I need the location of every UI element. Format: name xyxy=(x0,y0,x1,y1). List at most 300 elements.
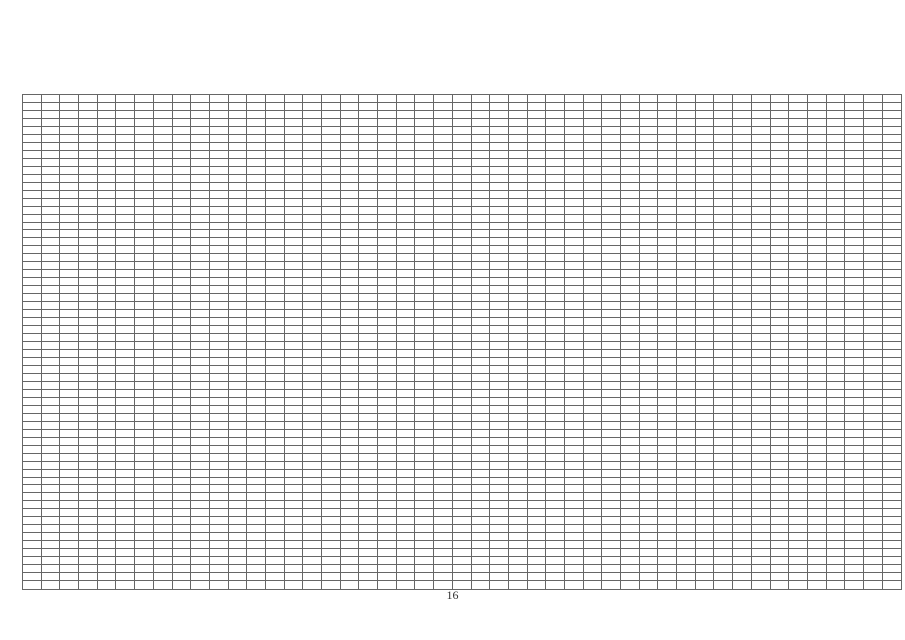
table-cell xyxy=(602,397,621,405)
table-row xyxy=(23,429,902,437)
table-cell xyxy=(415,357,434,365)
table-cell xyxy=(228,453,247,461)
table-cell xyxy=(209,461,228,469)
table-cell xyxy=(508,350,527,358)
table-cell xyxy=(882,541,901,549)
table-cell xyxy=(452,198,471,206)
table-cell xyxy=(60,445,79,453)
table-cell xyxy=(228,158,247,166)
table-cell xyxy=(546,310,565,318)
table-cell xyxy=(621,214,640,222)
table-cell xyxy=(546,437,565,445)
table-cell xyxy=(340,182,359,190)
table-cell xyxy=(153,493,172,501)
table-cell xyxy=(621,461,640,469)
table-cell xyxy=(658,557,677,565)
table-cell xyxy=(621,302,640,310)
table-cell xyxy=(41,381,60,389)
table-cell xyxy=(527,565,546,573)
table-cell xyxy=(172,310,191,318)
table-cell xyxy=(583,206,602,214)
table-cell xyxy=(583,110,602,118)
table-cell xyxy=(116,453,135,461)
table-cell xyxy=(564,413,583,421)
table-cell xyxy=(303,429,322,437)
table-cell xyxy=(415,174,434,182)
table-cell xyxy=(79,190,98,198)
table-cell xyxy=(135,397,154,405)
table-cell xyxy=(191,142,210,150)
table-cell xyxy=(452,294,471,302)
table-cell xyxy=(116,302,135,310)
table-cell xyxy=(471,549,490,557)
table-cell xyxy=(322,174,341,182)
table-cell xyxy=(340,525,359,533)
table-cell xyxy=(452,381,471,389)
table-cell xyxy=(639,270,658,278)
table-cell xyxy=(546,549,565,557)
table-cell xyxy=(564,150,583,158)
table-cell xyxy=(303,357,322,365)
table-cell xyxy=(434,541,453,549)
table-cell xyxy=(172,397,191,405)
table-cell xyxy=(677,302,696,310)
table-cell xyxy=(564,278,583,286)
table-cell xyxy=(340,110,359,118)
table-cell xyxy=(602,222,621,230)
table-cell xyxy=(508,469,527,477)
table-cell xyxy=(396,174,415,182)
table-cell xyxy=(396,326,415,334)
table-cell xyxy=(434,421,453,429)
table-cell xyxy=(770,477,789,485)
table-cell xyxy=(751,206,770,214)
table-cell xyxy=(60,326,79,334)
table-cell xyxy=(452,389,471,397)
table-cell xyxy=(153,533,172,541)
table-cell xyxy=(191,190,210,198)
table-cell xyxy=(658,286,677,294)
table-cell xyxy=(41,437,60,445)
table-cell xyxy=(490,565,509,573)
table-cell xyxy=(79,477,98,485)
table-cell xyxy=(695,485,714,493)
table-cell xyxy=(97,238,116,246)
table-cell xyxy=(135,134,154,142)
table-cell xyxy=(733,270,752,278)
table-cell xyxy=(490,350,509,358)
table-cell xyxy=(508,381,527,389)
table-cell xyxy=(303,230,322,238)
table-cell xyxy=(209,102,228,110)
table-cell xyxy=(97,437,116,445)
table-cell xyxy=(714,246,733,254)
table-cell xyxy=(639,461,658,469)
table-cell xyxy=(882,278,901,286)
table-cell xyxy=(863,477,882,485)
table-cell xyxy=(789,381,808,389)
table-cell xyxy=(602,246,621,254)
table-cell xyxy=(826,118,845,126)
table-cell xyxy=(882,166,901,174)
table-cell xyxy=(135,286,154,294)
table-cell xyxy=(546,429,565,437)
table-cell xyxy=(23,190,42,198)
table-cell xyxy=(340,190,359,198)
table-cell xyxy=(621,501,640,509)
table-cell xyxy=(23,158,42,166)
table-cell xyxy=(807,326,826,334)
table-cell xyxy=(621,509,640,517)
table-cell xyxy=(191,310,210,318)
table-cell xyxy=(209,565,228,573)
table-cell xyxy=(845,493,864,501)
table-cell xyxy=(695,525,714,533)
table-row xyxy=(23,270,902,278)
table-cell xyxy=(845,286,864,294)
table-cell xyxy=(508,190,527,198)
table-cell xyxy=(340,453,359,461)
table-cell xyxy=(79,549,98,557)
table-cell xyxy=(751,102,770,110)
table-cell xyxy=(733,262,752,270)
table-cell xyxy=(807,102,826,110)
table-cell xyxy=(677,437,696,445)
table-cell xyxy=(415,310,434,318)
table-cell xyxy=(807,437,826,445)
table-cell xyxy=(191,95,210,103)
table-cell xyxy=(621,342,640,350)
table-cell xyxy=(135,381,154,389)
table-cell xyxy=(41,517,60,525)
table-cell xyxy=(247,174,266,182)
table-cell xyxy=(733,110,752,118)
table-cell xyxy=(322,286,341,294)
table-cell xyxy=(322,270,341,278)
table-cell xyxy=(23,469,42,477)
table-cell xyxy=(247,525,266,533)
table-cell xyxy=(602,357,621,365)
table-cell xyxy=(845,381,864,389)
table-cell xyxy=(434,413,453,421)
table-cell xyxy=(340,230,359,238)
table-cell xyxy=(845,214,864,222)
table-cell xyxy=(714,190,733,198)
table-cell xyxy=(733,326,752,334)
table-cell xyxy=(265,445,284,453)
table-cell xyxy=(621,246,640,254)
table-cell xyxy=(247,302,266,310)
table-row xyxy=(23,557,902,565)
table-cell xyxy=(695,413,714,421)
table-cell xyxy=(340,214,359,222)
table-cell xyxy=(396,270,415,278)
table-cell xyxy=(621,126,640,134)
table-cell xyxy=(41,294,60,302)
table-cell xyxy=(658,95,677,103)
table-cell xyxy=(41,102,60,110)
table-cell xyxy=(789,549,808,557)
table-cell xyxy=(508,110,527,118)
table-cell xyxy=(863,525,882,533)
table-cell xyxy=(508,493,527,501)
table-cell xyxy=(863,238,882,246)
table-cell xyxy=(789,517,808,525)
table-cell xyxy=(303,533,322,541)
table-cell xyxy=(303,461,322,469)
table-cell xyxy=(583,421,602,429)
table-cell xyxy=(677,573,696,581)
table-cell xyxy=(396,381,415,389)
table-cell xyxy=(60,198,79,206)
table-cell xyxy=(135,565,154,573)
table-cell xyxy=(882,389,901,397)
table-cell xyxy=(60,573,79,581)
table-cell xyxy=(845,110,864,118)
table-cell xyxy=(135,198,154,206)
table-cell xyxy=(471,437,490,445)
table-cell xyxy=(247,286,266,294)
table-cell xyxy=(247,310,266,318)
table-cell xyxy=(378,565,397,573)
table-cell xyxy=(191,102,210,110)
table-cell xyxy=(639,525,658,533)
table-cell xyxy=(265,381,284,389)
table-cell xyxy=(415,326,434,334)
table-cell xyxy=(751,389,770,397)
table-cell xyxy=(546,389,565,397)
table-cell xyxy=(695,437,714,445)
table-cell xyxy=(247,278,266,286)
table-cell xyxy=(882,262,901,270)
table-cell xyxy=(490,373,509,381)
table-cell xyxy=(527,469,546,477)
table-cell xyxy=(153,357,172,365)
table-cell xyxy=(882,397,901,405)
table-cell xyxy=(546,230,565,238)
table-cell xyxy=(564,182,583,190)
table-cell xyxy=(826,286,845,294)
table-cell xyxy=(209,150,228,158)
table-cell xyxy=(733,190,752,198)
table-cell xyxy=(751,342,770,350)
table-cell xyxy=(359,174,378,182)
table-cell xyxy=(228,381,247,389)
table-row xyxy=(23,278,902,286)
table-cell xyxy=(116,509,135,517)
table-cell xyxy=(583,365,602,373)
table-cell xyxy=(247,477,266,485)
table-cell xyxy=(471,405,490,413)
table-cell xyxy=(340,286,359,294)
table-cell xyxy=(770,206,789,214)
table-cell xyxy=(265,350,284,358)
table-cell xyxy=(602,150,621,158)
table-cell xyxy=(452,549,471,557)
table-cell xyxy=(228,365,247,373)
table-cell xyxy=(564,270,583,278)
table-cell xyxy=(546,286,565,294)
table-cell xyxy=(882,533,901,541)
table-cell xyxy=(228,102,247,110)
table-cell xyxy=(583,541,602,549)
table-cell xyxy=(172,437,191,445)
table-row xyxy=(23,326,902,334)
table-cell xyxy=(284,134,303,142)
table-cell xyxy=(770,190,789,198)
table-cell xyxy=(41,206,60,214)
table-cell xyxy=(658,350,677,358)
table-cell xyxy=(826,365,845,373)
table-cell xyxy=(863,278,882,286)
table-cell xyxy=(247,95,266,103)
table-cell xyxy=(359,222,378,230)
table-cell xyxy=(116,222,135,230)
table-cell xyxy=(845,206,864,214)
table-cell xyxy=(733,405,752,413)
table-cell xyxy=(621,318,640,326)
table-cell xyxy=(527,206,546,214)
table-cell xyxy=(41,198,60,206)
table-cell xyxy=(396,222,415,230)
table-cell xyxy=(845,294,864,302)
table-cell xyxy=(60,469,79,477)
table-cell xyxy=(228,222,247,230)
table-cell xyxy=(639,509,658,517)
table-cell xyxy=(751,302,770,310)
table-cell xyxy=(751,573,770,581)
table-cell xyxy=(60,421,79,429)
table-cell xyxy=(322,230,341,238)
table-cell xyxy=(135,501,154,509)
table-cell xyxy=(564,318,583,326)
table-cell xyxy=(415,126,434,134)
table-cell xyxy=(116,182,135,190)
table-cell xyxy=(153,557,172,565)
table-cell xyxy=(378,405,397,413)
table-cell xyxy=(658,469,677,477)
table-cell xyxy=(415,334,434,342)
table-cell xyxy=(714,445,733,453)
table-cell xyxy=(322,334,341,342)
table-cell xyxy=(41,262,60,270)
table-cell xyxy=(265,517,284,525)
table-cell xyxy=(807,469,826,477)
table-cell xyxy=(322,493,341,501)
table-cell xyxy=(303,573,322,581)
table-cell xyxy=(508,238,527,246)
table-cell xyxy=(359,461,378,469)
table-cell xyxy=(153,469,172,477)
table-cell xyxy=(23,557,42,565)
table-cell xyxy=(807,477,826,485)
table-cell xyxy=(396,541,415,549)
table-cell xyxy=(340,373,359,381)
table-cell xyxy=(789,469,808,477)
table-cell xyxy=(228,549,247,557)
table-cell xyxy=(471,357,490,365)
table-cell xyxy=(378,573,397,581)
table-cell xyxy=(826,294,845,302)
table-cell xyxy=(340,158,359,166)
table-cell xyxy=(602,278,621,286)
table-cell xyxy=(546,469,565,477)
table-row xyxy=(23,150,902,158)
table-cell xyxy=(602,142,621,150)
table-cell xyxy=(247,365,266,373)
table-cell xyxy=(378,389,397,397)
table-cell xyxy=(602,517,621,525)
table-cell xyxy=(79,397,98,405)
table-cell xyxy=(60,405,79,413)
table-cell xyxy=(677,509,696,517)
table-cell xyxy=(322,485,341,493)
table-cell xyxy=(247,421,266,429)
table-cell xyxy=(60,238,79,246)
table-row xyxy=(23,118,902,126)
table-cell xyxy=(621,357,640,365)
table-cell xyxy=(789,453,808,461)
table-cell xyxy=(284,214,303,222)
table-cell xyxy=(826,517,845,525)
table-cell xyxy=(658,238,677,246)
table-cell xyxy=(564,238,583,246)
table-cell xyxy=(602,453,621,461)
table-cell xyxy=(677,397,696,405)
table-cell xyxy=(415,238,434,246)
table-cell xyxy=(695,573,714,581)
table-cell xyxy=(789,110,808,118)
table-cell xyxy=(303,278,322,286)
table-cell xyxy=(340,445,359,453)
table-cell xyxy=(153,142,172,150)
table-cell xyxy=(415,573,434,581)
table-cell xyxy=(658,381,677,389)
table-cell xyxy=(153,206,172,214)
table-cell xyxy=(434,517,453,525)
table-cell xyxy=(378,461,397,469)
table-cell xyxy=(527,102,546,110)
table-cell xyxy=(359,294,378,302)
table-cell xyxy=(564,397,583,405)
table-cell xyxy=(284,461,303,469)
table-cell xyxy=(265,549,284,557)
table-cell xyxy=(322,573,341,581)
table-cell xyxy=(434,214,453,222)
table-cell xyxy=(714,525,733,533)
table-cell xyxy=(733,134,752,142)
table-cell xyxy=(415,445,434,453)
table-cell xyxy=(546,517,565,525)
table-cell xyxy=(153,509,172,517)
table-cell xyxy=(658,517,677,525)
table-cell xyxy=(826,445,845,453)
table-cell xyxy=(583,158,602,166)
table-cell xyxy=(770,150,789,158)
table-cell xyxy=(695,477,714,485)
table-cell xyxy=(191,373,210,381)
table-cell xyxy=(23,214,42,222)
table-row xyxy=(23,381,902,389)
table-cell xyxy=(153,302,172,310)
table-cell xyxy=(191,517,210,525)
table-cell xyxy=(79,525,98,533)
table-cell xyxy=(826,198,845,206)
table-cell xyxy=(527,310,546,318)
table-cell xyxy=(135,445,154,453)
table-cell xyxy=(826,421,845,429)
table-cell xyxy=(621,493,640,501)
